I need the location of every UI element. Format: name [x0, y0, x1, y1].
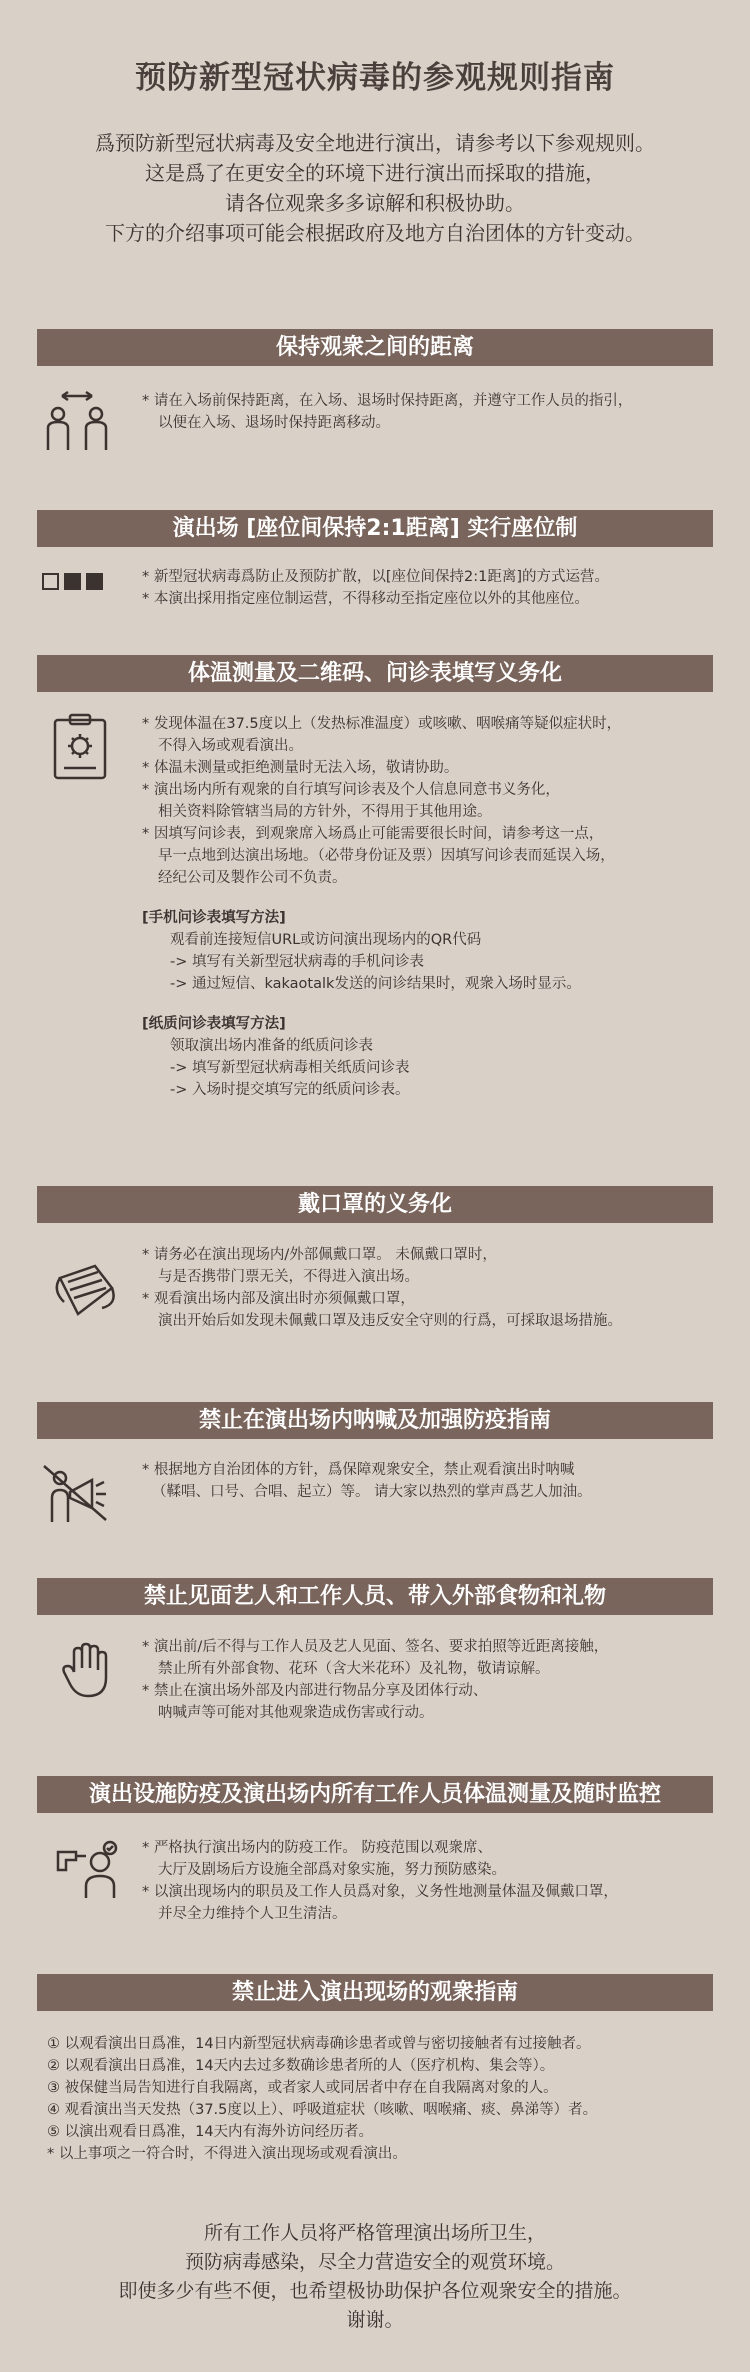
section-banner-no-meeting: 禁止见面艺人和工作人员、带入外部食物和礼物 — [37, 1578, 713, 1615]
text-line: （鞣唱、口号、合唱、起立）等。 请大家以热烈的掌声爲艺人加油。 — [152, 1484, 592, 1500]
text-line: * 以演出现场内的职员及工作人员爲对象，义务性地测量体温及佩戴口罩， — [142, 1884, 618, 1900]
text-line: * 禁止在演出场外部及内部进行物品分享及团体行动、 — [142, 1683, 488, 1699]
mobile-form-title: [手机问诊表填写方法] — [142, 910, 286, 926]
text-line: 与是否携带门票无关，不得进入演出场。 — [158, 1269, 419, 1285]
text-line: * 演出场内所有观衆的自行填写问诊表及个人信息同意书义务化， — [142, 782, 560, 798]
list-item: ③ 被保健当局告知进行自我隔离，或者家人或同居者中存在自我隔离对象的人。 — [47, 2080, 558, 2096]
text-line: * 新型冠状病毒爲防止及预防扩散，以[座位间保持2:1距离]的方式运营。 — [142, 569, 610, 585]
list-item: ④ 观看演出当天发热（37.5度以上）、呼吸道症状（咳嗽、咽喉痛、痰、鼻涕等）者。 — [47, 2102, 598, 2118]
list-item: * 以上事项之一符合时，不得进入演出现场或观看演出。 — [47, 2146, 407, 2162]
intro-line: 爲预防新型冠状病毒及安全地进行演出，请参考以下参观规则。 — [95, 131, 655, 155]
intro-text — [30, 128, 720, 248]
text-line: * 体温未测量或拒绝测量时无法入场，敬请协助。 — [142, 760, 459, 776]
section-banner-facility: 演出设施防疫及演出场内所有工作人员体温测量及随时监控 — [37, 1776, 713, 1813]
closing-line: 预防病毒感染，尽全力营造安全的观赏环境。 — [184, 2251, 565, 2273]
text-line: 呐喊声等可能对其他观衆造成伤害或行动。 — [158, 1705, 434, 1721]
section-text-no-meeting — [142, 1636, 727, 1724]
text-line: 大厅及剧场后方设施全部爲对象实施，努力预防感染。 — [158, 1862, 506, 1878]
text-line: 以便在入场、退场时保持距离移动。 — [158, 415, 390, 431]
section-text-mask — [142, 1244, 727, 1332]
closing-text — [0, 2219, 750, 2335]
text-line: 早一点地到达演出场地。（必带身份证及票）因填写问诊表而延误入场， — [158, 848, 615, 864]
closing-line: 所有工作人员将严格管理演出场所卫生， — [203, 2222, 546, 2244]
text-line: * 本演出採用指定座位制运营，不得移动至指定座位以外的其他座位。 — [142, 591, 589, 607]
section-text-no-shouting — [142, 1459, 727, 1503]
text-line: 领取演出场内准备的纸质问诊表 — [170, 1038, 373, 1054]
text-line: * 请务必在演出现场内/外部佩戴口罩。 未佩戴口罩时， — [142, 1247, 497, 1263]
paper-form-title: [纸质问诊表填写方法] — [142, 1016, 286, 1032]
text-line: 观看前连接短信URL或访问演出现场内的QR代码 — [170, 932, 482, 948]
text-line: * 严格执行演出场内的防疫工作。 防疫范围以观衆席、 — [142, 1840, 492, 1856]
text-line: * 请在入场前保持距离，在入场、退场时保持距离，并遵守工作人员的指引， — [142, 393, 633, 409]
text-line: 相关资料除管辖当局的方针外，不得用于其他用途。 — [158, 804, 492, 820]
list-item: ① 以观看演出日爲准，14日内新型冠状病毒确诊患者或曾与密切接触者有过接触者。 — [47, 2036, 591, 2052]
clipboard-virus-icon — [50, 712, 110, 782]
stop-hand-icon — [60, 1642, 112, 1700]
intro-line: 这是爲了在更安全的环境下进行演出而採取的措施， — [145, 161, 605, 185]
social-distance-icon — [38, 388, 118, 458]
section-banner-no-entry: 禁止进入演出现场的观衆指南 — [37, 1974, 713, 2011]
no-shouting-icon — [40, 1460, 110, 1526]
temperature-check-icon — [52, 1838, 122, 1900]
text-line: 经纪公司及製作公司不负责。 — [158, 870, 347, 886]
page-title: 预防新型冠状病毒的参观规则指南 — [135, 60, 615, 96]
mask-icon — [50, 1258, 120, 1323]
intro-line: 下方的介绍事项可能会根据政府及地方自治团体的方针变动。 — [105, 221, 645, 245]
text-line: * 因填写问诊表，到观衆席入场爲止可能需要很长时间，请参考这一点， — [142, 826, 604, 842]
no-entry-list — [47, 2033, 727, 2165]
section-text-facility — [142, 1837, 727, 1925]
text-line: 不得入场或观看演出。 — [158, 738, 303, 754]
section-text-distance — [142, 390, 727, 434]
text-line: * 发现体温在37.5度以上（发热标准温度）或咳嗽、咽喉痛等疑似症状时， — [142, 716, 622, 732]
section-text-seating — [142, 566, 727, 610]
list-item: ⑤ 以演出观看日爲准，14天内有海外访问经历者。 — [47, 2124, 374, 2140]
seat-squares-icon — [42, 573, 108, 592]
text-line: -> 填写新型冠状病毒相关纸质问诊表 — [170, 1060, 410, 1076]
text-line: * 根据地方自治团体的方针，爲保障观衆安全，禁止观看演出时呐喊 — [142, 1462, 575, 1478]
text-line: -> 填写有关新型冠状病毒的手机问诊表 — [170, 954, 424, 970]
text-line: 禁止所有外部食物、花环（含大米花环）及礼物，敬请谅解。 — [158, 1661, 550, 1677]
section-banner-seating: 演出场 [座位间保持2:1距离] 实行座位制 — [37, 510, 713, 547]
section-banner-mask: 戴口罩的义务化 — [37, 1186, 713, 1223]
section-banner-distance: 保持观衆之间的距离 — [37, 329, 713, 366]
section-banner-temperature-qr: 体温测量及二维码、问诊表填写义务化 — [37, 655, 713, 692]
text-line: -> 入场时提交填写完的纸质问诊表。 — [170, 1082, 410, 1098]
text-line: 演出开始后如发现未佩戴口罩及违反安全守则的行爲，可採取退场措施。 — [158, 1313, 622, 1329]
text-line: * 观看演出场内部及演出时亦须佩戴口罩， — [142, 1291, 415, 1307]
intro-line: 请各位观衆多多谅解和积极协助。 — [225, 191, 525, 215]
section-text-temperature-qr — [142, 713, 727, 1101]
list-item: ② 以观看演出日爲准，14天内去过多数确诊患者所的人（医疗机构、集会等）。 — [47, 2058, 555, 2074]
closing-line: 即使多少有些不便，也希望极协助保护各位观衆安全的措施。 — [118, 2280, 632, 2302]
text-line: -> 通过短信、kakaotalk发送的问诊结果时，观衆入场时显示。 — [170, 976, 581, 992]
closing-line: 谢谢。 — [346, 2309, 404, 2331]
section-banner-no-shouting: 禁止在演出场内呐喊及加强防疫指南 — [37, 1402, 713, 1439]
text-line: 并尽全力维持个人卫生清洁。 — [158, 1906, 347, 1922]
text-line: * 演出前/后不得与工作人员及艺人见面、签名、要求拍照等近距离接触， — [142, 1639, 609, 1655]
